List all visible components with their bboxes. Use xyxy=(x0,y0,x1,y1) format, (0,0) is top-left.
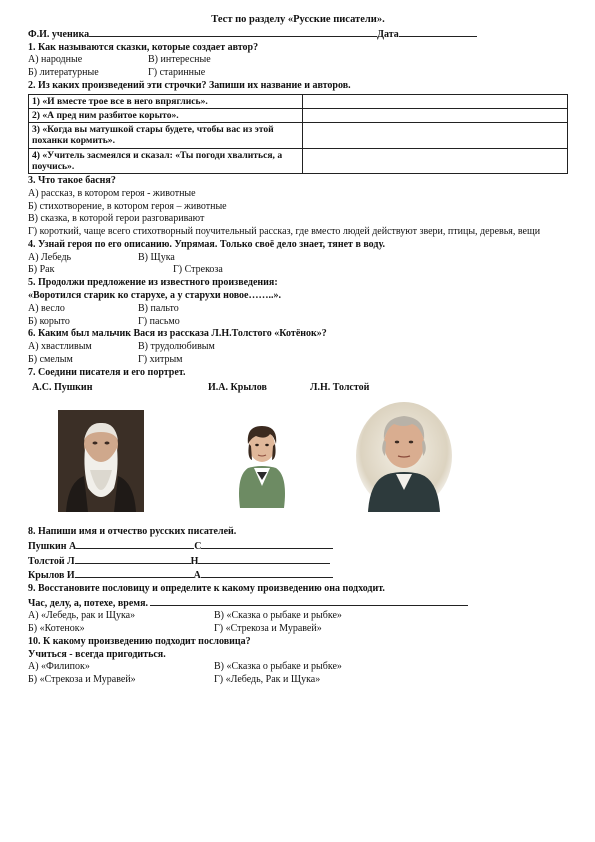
q7-name-3[interactable]: Л.Н. Толстой xyxy=(310,381,370,393)
q1-option-v[interactable]: В) интересные xyxy=(148,54,211,66)
q9-proverb-row xyxy=(28,596,568,611)
q3-option-g[interactable]: Г) короткий, чаще всего стихотворный поучительный рассказ, где вместо людей действуют звери, птицы, деревья, вещи xyxy=(28,226,541,238)
question-4: 4. Узнай героя по его описанию. Упрямая. Только своё дело знает, тянет в воду. xyxy=(28,238,385,250)
q2-answer-4[interactable] xyxy=(302,148,567,173)
question-1: 1. Как называются сказки, которые создает автор? xyxy=(28,41,259,53)
question-2: 2. Из каких произведений эти строчки? Запиши их название и авторов. xyxy=(28,79,351,91)
q2-table xyxy=(28,94,568,174)
q8-second-3: А xyxy=(193,570,201,582)
student-header xyxy=(28,27,568,42)
q8-name-3: Крылов И xyxy=(28,570,75,582)
date-label: Дата xyxy=(377,29,399,40)
student-label: Ф.И. ученика xyxy=(28,29,90,40)
q2-answer-1[interactable] xyxy=(302,94,567,108)
q5-quote: «Воротился старик ко старухе, а у старухи новое……..». xyxy=(28,289,281,301)
q2-line-4: 4) «Учитель засмеялся и сказал: «Ты погоди хвалиться, а поучись». xyxy=(29,148,303,173)
student-name-line[interactable] xyxy=(89,27,377,37)
question-6: 6. Каким был мальчик Вася из рассказа Л.Н.Толстого «Котёнок»? xyxy=(28,328,327,340)
q3-option-b[interactable]: Б) стихотворение, в котором героя – животные xyxy=(28,200,227,212)
q1-option-a[interactable]: А) народные xyxy=(28,54,83,66)
q10-proverb: Учиться - всегда пригодиться. xyxy=(28,648,166,660)
pushkin-portrait-icon[interactable] xyxy=(226,416,298,508)
q10-option-a[interactable]: А) «Филипок» xyxy=(28,661,90,673)
q2-answer-3[interactable] xyxy=(302,123,567,148)
page-title: Тест по разделу «Русские писатели». xyxy=(211,14,385,25)
q4-option-a[interactable]: А) Лебедь xyxy=(28,251,72,263)
q4-options-row-1 xyxy=(28,252,568,265)
q3-option-a[interactable]: А) рассказ, в котором героя - животные xyxy=(28,187,196,199)
q9-option-g[interactable]: Г) «Стрекоза и Муравей» xyxy=(214,622,322,634)
q3-option-v[interactable]: В) сказка, в которой герои разговаривают xyxy=(28,213,205,225)
question-5: 5. Продолжи предложение из известного произведения: xyxy=(28,277,278,289)
q10-option-b[interactable]: Б) «Стрекоза и Муравей» xyxy=(28,674,136,686)
q4-option-g[interactable]: Г) Стрекоза xyxy=(173,264,223,276)
q4-option-v[interactable]: В) Щука xyxy=(138,251,175,263)
q6-options-row-2 xyxy=(28,354,568,367)
q8-blank-1b[interactable] xyxy=(201,539,333,549)
q8-row-3 xyxy=(28,568,568,583)
question-3: 3. Что такое басня? xyxy=(28,175,116,186)
date-line[interactable] xyxy=(399,27,477,37)
q10-option-v[interactable]: В) «Сказка о рыбаке и рыбке» xyxy=(214,661,342,673)
q9-answer-line[interactable] xyxy=(150,596,468,606)
q1-options-row-2 xyxy=(28,67,568,80)
q1-options-row-1 xyxy=(28,54,568,67)
q2-line-2: 2) «А пред ним разбитое корыто». xyxy=(29,108,303,122)
q5-option-v[interactable]: В) пальто xyxy=(138,302,179,314)
q2-answer-2[interactable] xyxy=(302,108,567,122)
q8-blank-2b[interactable] xyxy=(198,554,330,564)
q7-portraits xyxy=(28,394,568,526)
q7-name-2[interactable]: И.А. Крылов xyxy=(208,381,267,393)
q9-proverb: Час, делу, а, потехе, время. xyxy=(28,597,148,609)
q5-option-b[interactable]: Б) корыто xyxy=(28,315,70,327)
q9-options-row-1 xyxy=(28,610,568,623)
question-7: 7. Соедини писателя и его портрет. xyxy=(28,366,186,378)
question-10: 10. К какому произведению подходит пословица? xyxy=(28,635,251,647)
q6-option-g[interactable]: Г) хитрым xyxy=(138,353,183,365)
q1-option-b[interactable]: Б) литературные xyxy=(28,67,99,79)
q9-options-row-2 xyxy=(28,623,568,636)
q8-blank-3a[interactable] xyxy=(75,568,194,578)
q6-option-a[interactable]: А) хвастливым xyxy=(28,341,92,353)
q2-line-1: 1) «И вместе трое все в него впряглись». xyxy=(29,94,303,108)
q8-second-2: Н xyxy=(190,555,199,567)
q5-options-row-1 xyxy=(28,303,568,316)
q8-blank-2a[interactable] xyxy=(75,554,191,564)
q9-option-a[interactable]: А) «Лебедь, рак и Щука» xyxy=(28,610,136,622)
q5-options-row-2 xyxy=(28,316,568,329)
question-9: 9. Восстановите пословицу и определите к какому произведению она подходит. xyxy=(28,582,385,594)
q10-options-row-1 xyxy=(28,661,568,674)
q8-second-1: С xyxy=(194,540,202,552)
q8-row-2 xyxy=(28,554,568,569)
q5-option-a[interactable]: А) весло xyxy=(28,302,65,314)
test-page xyxy=(28,14,568,687)
q10-option-g[interactable]: Г) «Лебедь, Рак и Щука» xyxy=(214,674,321,686)
q7-name-1[interactable]: А.С. Пушкин xyxy=(32,381,93,393)
q6-options-row-1 xyxy=(28,341,568,354)
q4-options-row-2 xyxy=(28,264,568,277)
q7-writer-names xyxy=(28,382,568,395)
krylov-portrait-icon[interactable] xyxy=(354,400,454,512)
question-8: 8. Напиши имя и отчество русских писателей. xyxy=(28,526,237,538)
q6-option-b[interactable]: Б) смелым xyxy=(28,353,73,365)
q1-option-g[interactable]: Г) старинные xyxy=(148,67,206,79)
q8-row-1 xyxy=(28,539,568,554)
q8-name-1: Пушкин А xyxy=(28,540,77,552)
q8-blank-3b[interactable] xyxy=(201,568,333,578)
tolstoy-portrait-icon[interactable] xyxy=(58,410,144,512)
q10-options-row-2 xyxy=(28,674,568,687)
q2-line-3: 3) «Когда вы матушкой стары будете, чтобы вас из этой поханки кормить». xyxy=(29,123,303,148)
q5-option-g[interactable]: Г) пасьмо xyxy=(138,315,180,327)
q8-name-2: Толстой Л xyxy=(28,555,75,567)
q9-option-v[interactable]: В) «Сказка о рыбаке и рыбке» xyxy=(214,610,342,622)
q9-option-b[interactable]: Б) «Котенок» xyxy=(28,622,85,634)
q6-option-v[interactable]: В) трудолюбивым xyxy=(138,341,215,353)
q4-option-b[interactable]: Б) Рак xyxy=(28,264,55,276)
q8-blank-1a[interactable] xyxy=(76,539,194,549)
